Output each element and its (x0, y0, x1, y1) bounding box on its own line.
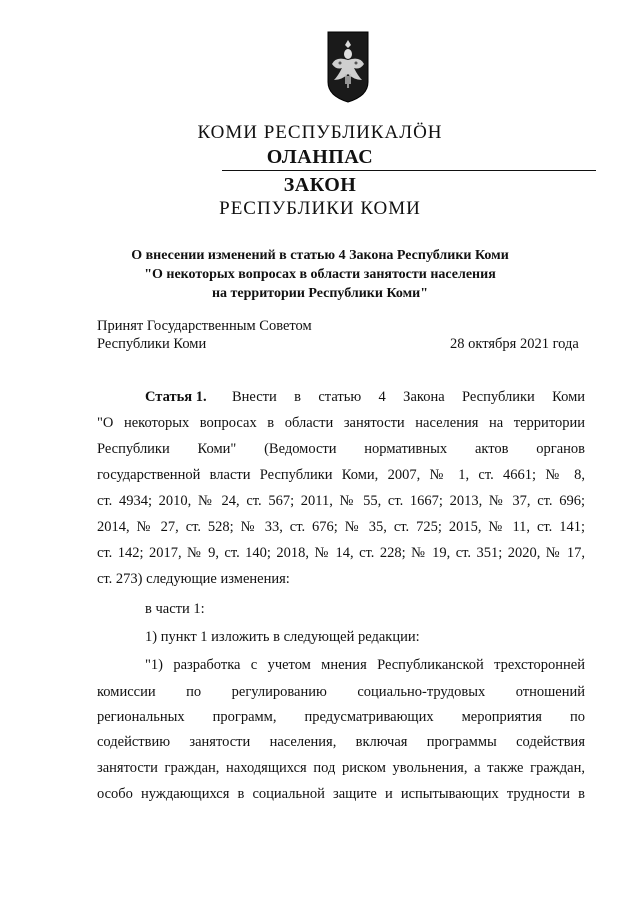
law-title-line-2: "О некоторых вопросах в области занятости населения (144, 267, 496, 282)
body-line-14: содействию занятости населения, включая программы содействия (97, 734, 585, 750)
body-line-4: государственной власти Республики Коми, 2007, № 1, ст. 4661; № 8, (97, 467, 585, 483)
coat-of-arms-emblem (326, 30, 370, 104)
body-line-1: Внести в статью 4 Закона Республики Коми (232, 389, 585, 405)
header-republic: РЕСПУБЛИКИ КОМИ (219, 198, 421, 219)
article-label: Статья 1. (145, 389, 207, 405)
adopted-by-line-1: Принят Государственным Советом (97, 318, 312, 334)
body-line-5: ст. 4934; 2010, № 24, ст. 567; 2011, № 55, ст. 1667; 2013, № 37, ст. 696; (97, 493, 585, 509)
body-line-16: особо нуждающихся в социальной защите и испытывающих трудности в (97, 786, 585, 802)
body-line-2: "О некоторых вопросах в области занятости населения на территории (97, 415, 585, 431)
body-line-12: комиссии по регулированию социально-трудовых отношений (97, 684, 585, 700)
body-line-9: в части 1: (145, 601, 205, 617)
header-olanpas: ОЛАНПАС (266, 146, 374, 168)
body-line-13: региональных программ, предусматривающих мероприятия по (97, 709, 585, 725)
body-line-6: 2014, № 27, ст. 528; № 33, ст. 676; № 35, ст. 725; 2015, № 11, ст. 141; (97, 519, 585, 535)
header-divider (222, 170, 596, 171)
law-title-line-3: на территории Республики Коми" (211, 286, 429, 301)
law-title-line-1: О внесении изменений в статью 4 Закона Республики Коми (131, 248, 509, 263)
body-line-7: ст. 142; 2017, № 9, ст. 140; 2018, № 14, ст. 228; № 19, ст. 351; 2020, № 17, (97, 545, 585, 561)
body-line-15: занятости граждан, находящихся под риском увольнения, а также граждан, (97, 760, 585, 776)
header-line-komi: КОМИ РЕСПУБЛИКАЛӦН (197, 122, 443, 143)
body-line-8: ст. 273) следующие изменения: (97, 571, 290, 587)
adopted-by-line-2: Республики Коми (97, 336, 207, 352)
body-line-10: 1) пункт 1 изложить в следующей редакции: (145, 629, 420, 645)
body-line-11: "1) разработка с учетом мнения Республиканской трехсторонней (145, 657, 585, 673)
header-zakon: ЗАКОН (283, 174, 357, 196)
body-line-3: Республики Коми" (Ведомости нормативных актов органов (97, 441, 585, 457)
article-1-label (145, 389, 207, 406)
adoption-date: 28 октября 2021 года (450, 336, 579, 352)
